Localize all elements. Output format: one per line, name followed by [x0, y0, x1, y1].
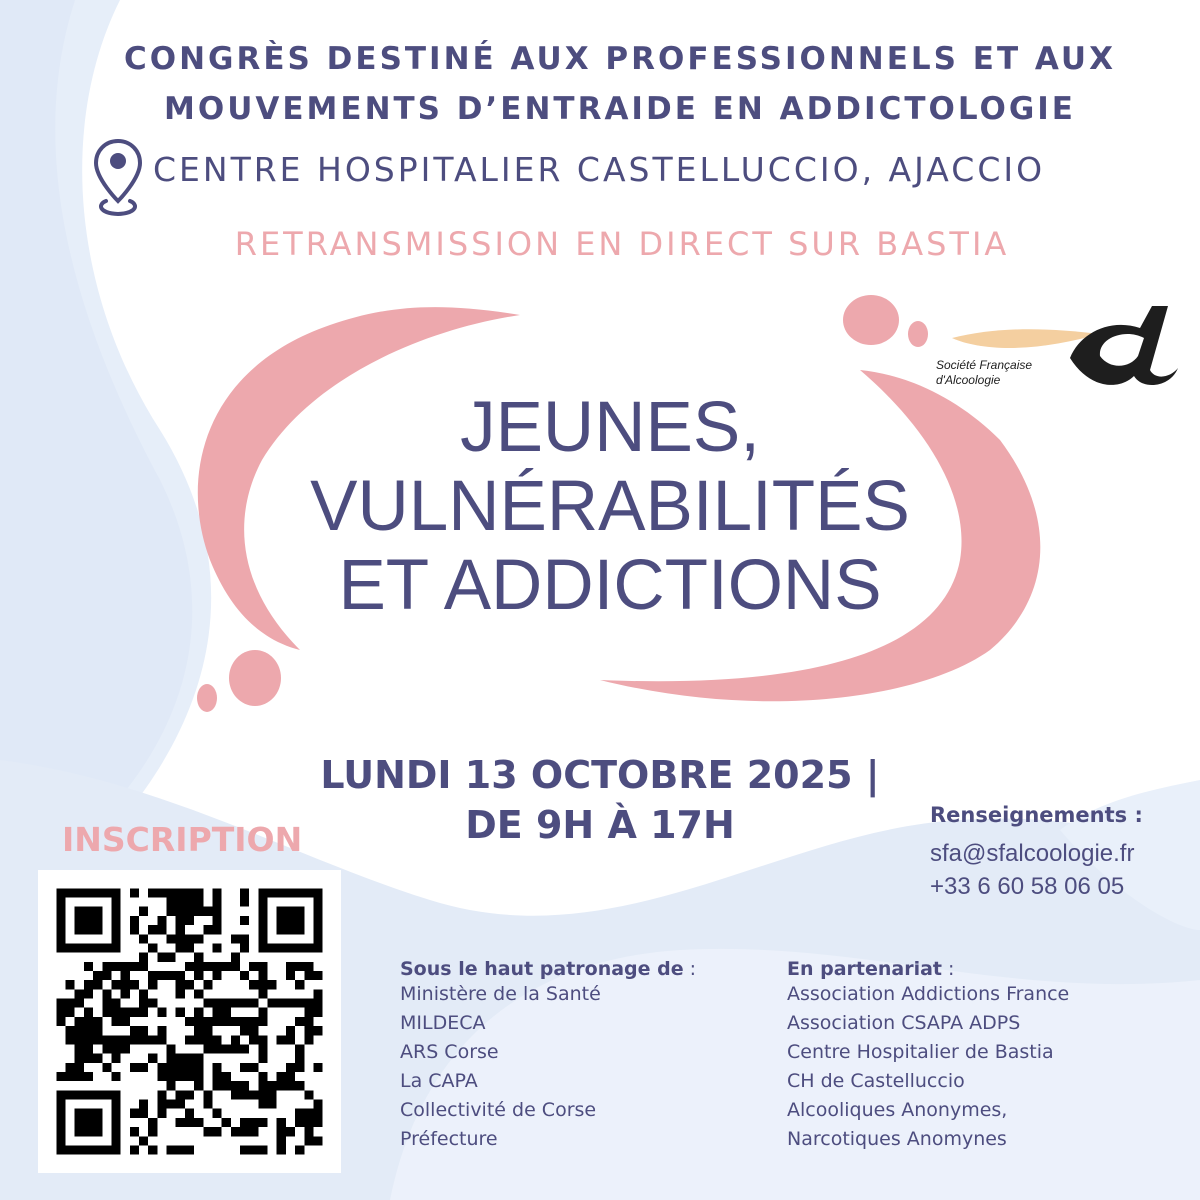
list-item: Préfecture: [400, 1128, 498, 1150]
list-item: Alcooliques Anonymes,: [787, 1099, 1008, 1121]
logo-line-1: Société Française: [936, 358, 1033, 372]
contact-phone[interactable]: +33 6 60 58 06 05: [930, 873, 1125, 900]
logo-line-2: d'Alcoologie: [936, 373, 1001, 387]
list-item: ARS Corse: [400, 1041, 499, 1063]
sfa-logo-text: [936, 358, 1076, 388]
contact-title: Renseignements :: [930, 803, 1143, 827]
broadcast-notice: RETRANSMISSION EN DIRECT SUR BASTIA: [234, 225, 1010, 263]
list-item: Collectivité de Corse: [400, 1099, 597, 1121]
partners-list: [787, 980, 1177, 1154]
header-line-2: MOUVEMENTS D’ENTRAIDE EN ADDICTOLOGIE: [164, 91, 1076, 127]
location-pin-icon: [92, 137, 144, 221]
contact-email[interactable]: sfa@sfalcoologie.fr: [930, 840, 1135, 867]
registration-qr-code[interactable]: [38, 870, 341, 1173]
patronage-list: [400, 980, 790, 1154]
congress-header: [60, 34, 1180, 134]
date-line-2: DE 9H À 17H: [465, 803, 735, 847]
date-line-1: LUNDI 13 OCTOBRE 2025 |: [320, 753, 880, 797]
registration-label: INSCRIPTION: [62, 820, 303, 859]
event-title: [210, 388, 1010, 625]
list-item: Ministère de la Santé: [400, 983, 601, 1005]
list-item: Association CSAPA ADPS: [787, 1012, 1021, 1034]
list-item: La CAPA: [400, 1070, 478, 1092]
list-item: Centre Hospitalier de Bastia: [787, 1041, 1054, 1063]
list-item: CH de Castelluccio: [787, 1070, 965, 1092]
patronage-title: Sous le haut patronage de :: [400, 958, 697, 980]
partners-title: En partenariat :: [787, 958, 955, 980]
list-item: Narcotiques Anomynes: [787, 1128, 1007, 1150]
venue-location: CENTRE HOSPITALIER CASTELLUCCIO, AJACCIO: [153, 150, 1046, 189]
list-item: MILDECA: [400, 1012, 486, 1034]
title-line-1: JEUNES,: [460, 388, 760, 467]
title-line-3: ET ADDICTIONS: [338, 546, 882, 625]
title-line-2: VULNÉRABILITÉS: [310, 467, 910, 546]
header-line-1: CONGRÈS DESTINÉ AUX PROFESSIONNELS ET AUX: [124, 41, 1116, 77]
partners-section: [787, 958, 1177, 1154]
list-item: Association Addictions France: [787, 983, 1070, 1005]
patronage-section: [400, 958, 790, 1154]
